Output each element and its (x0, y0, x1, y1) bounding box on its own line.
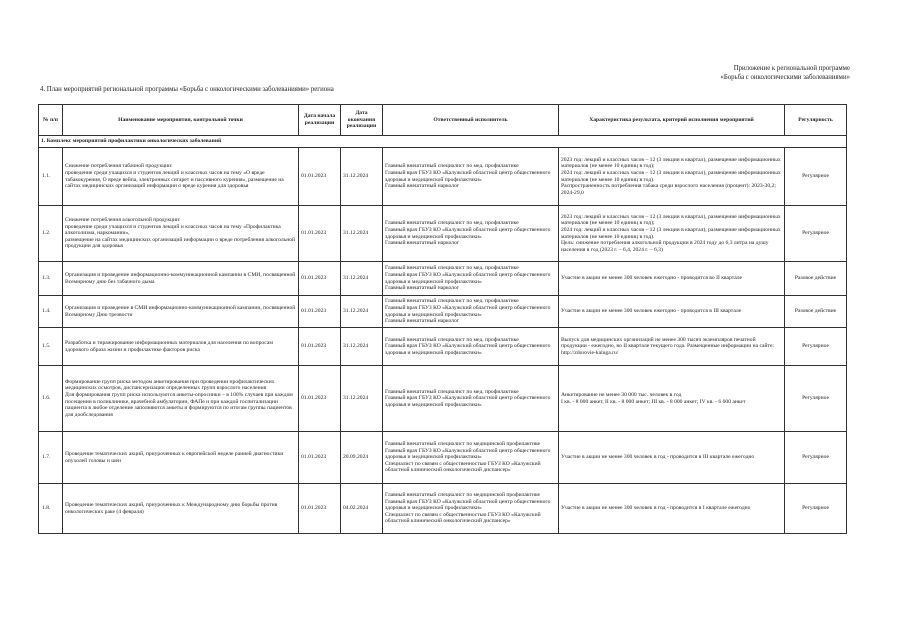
row-activity-name: Формирование групп риска методом анкетирования при проведении профилактических медицинских осмотров, диспансеризации определенных групп взрослого населения Для формирования групп риска используются анкеты-опросники – в 100% случаев при каждом посещении в поликлинике, врачебной амбулатории, ФАПе и при каждой госпитализации пациента в любое отделение заполняются анкеты и формируются по итогам группы пациентов для дообследования (63, 366, 299, 432)
row-activity-name: Организация и проведение в СМИ информационно-коммуникационной кампании, посвященной Всемирному Дню трезвости (63, 296, 299, 328)
row-end-date: 31.12.2024 (341, 296, 383, 328)
column-header-regularity: Регулярность (785, 105, 847, 136)
column-header-start: Дата начала реализации (299, 105, 341, 136)
row-end-date: 31.12.2024 (341, 366, 383, 432)
row-start-date: 01.01.2023 (299, 328, 341, 366)
plan-table (38, 104, 847, 534)
row-result: Анкетирование не менее 30 000 тыс. человек в год I кв. - 8 000 анкет, II кв. - 8 000 анкет; III кв. - 8 000 анкет; IV кв. - 6 000 анкет (559, 366, 785, 432)
row-start-date: 01.01.2023 (299, 206, 341, 262)
row-result: Участие в акции не менее 300 человек в год - проводится в III квартале ежегодно (559, 432, 785, 484)
row-result: Выпуск для медицинских организаций не менее 300 тысяч экземпляров печатной продукции - ежегодно, во II квартале текущего года. Размещенные информации на сайте: http://zdorovie-kaluga.ru/ (559, 328, 785, 366)
row-result: Участие в акции не менее 300 человек ежегодно - проводится в III квартале (559, 296, 785, 328)
table-row (39, 484, 847, 534)
page-title: 4. План мероприятий региональной программы «Борьба с онкологическими заболеваниями» региона (40, 86, 334, 93)
row-activity-name: Разработка и тиражирование информационных материалов для населения по вопросам здорового образа жизни и профилактике факторов риска (63, 328, 299, 366)
row-result: 2023 год: лекций и классных часов – 12 (3 лекции в квартал), размещение информационных материалов (не менее 10 единиц в год); 2024 год: лекций и классных часов – 12 (3 лекции в квартал), размещение информационных материалов (не менее 10 единиц в год). Цель: снижение потребления алкогольной продукции в 2024 году до 6,3 литра на душу населения в год (2023 г. – 6,4, 2024 г. – 6,3) (559, 206, 785, 262)
row-start-date: 01.01.2023 (299, 432, 341, 484)
appendix-line-1: Приложение к региональной программе (733, 65, 850, 72)
row-number: 1.5. (39, 328, 63, 366)
table-row (39, 366, 847, 432)
row-regularity: Регулярное (785, 484, 847, 534)
table-row (39, 328, 847, 366)
row-end-date: 31.12.2024 (341, 262, 383, 296)
row-start-date: 01.01.2023 (299, 484, 341, 534)
row-regularity: Регулярное (785, 328, 847, 366)
row-end-date: 31.12.2024 (341, 148, 383, 206)
row-start-date: 01.01.2023 (299, 296, 341, 328)
table-row (39, 206, 847, 262)
row-responsible: Главный внештатный специалист по мед. профилактике Главный врач ГБУЗ КО «Калужский областной центр общественного здоровья и медицинской профилактики» (383, 366, 559, 432)
appendix-line-2: «Борьба с онкологическими заболеваниями» (720, 74, 850, 81)
row-regularity: Регулярное (785, 366, 847, 432)
row-regularity: Регулярное (785, 206, 847, 262)
section-row (39, 136, 847, 148)
row-responsible: Главный внештатный специалист по мед. профилактике Главный врач ГБУЗ КО «Калужский областной центр общественного здоровья и медицинской профилактики» Главный внештатный нарколог (383, 148, 559, 206)
row-regularity: Регулярное (785, 432, 847, 484)
row-regularity: Регулярное (785, 148, 847, 206)
row-activity-name: Снижение потребления табачной продукции: проведение среди учащихся и студентов лекций и классных часов на тему «О вреде табакокурения, О вреде вейпа, электронных сигарет и пассивного курения», размещение на сайтах медицинских организаций информации о вреде курения для здоровья (63, 148, 299, 206)
row-number: 1.7. (39, 432, 63, 484)
row-result: Участие в акции не менее 300 человек в год - проводится в I квартале ежегодно (559, 484, 785, 534)
row-activity-name: Организация и проведение информационно-коммуникационной кампании в СМИ, посвященной Всемирному дню без табачного дыма (63, 262, 299, 296)
row-end-date: 31.12.2024 (341, 328, 383, 366)
column-header-responsible: Ответственный исполнитель (383, 105, 559, 136)
column-header-result: Характеристика результата, критерий исполнения мероприятий (559, 105, 785, 136)
row-responsible: Главный внештатный специалист по медицинской профилактике Главный врач ГБУЗ КО «Калужский областной центр общественного здоровья и медицинской профилактики» Специалист по связям с общественностью ГБУЗ КО «Калужский областной клинический онкологический диспансер» (383, 432, 559, 484)
column-header-end: Дата окончания реализации (341, 105, 383, 136)
column-header-name: Наименование мероприятия, контрольной точки (63, 105, 299, 136)
table-row (39, 432, 847, 484)
row-regularity: Разовое действие (785, 296, 847, 328)
row-number: 1.1. (39, 148, 63, 206)
row-result: 2023 год: лекций и классных часов – 12 (3 лекции в квартал), размещение информационных материалов (не менее 10 единиц в год); 2024 год: лекций и классных часов – 12 (3 лекции в квартал), размещение информационных материалов (не менее 10 единиц в год). Распространенность потребления табака среди взрослого населения (процент): 2023-30,2; 2024-29,0 (559, 148, 785, 206)
table-row (39, 296, 847, 328)
row-end-date: 20.09.2024 (341, 432, 383, 484)
row-responsible: Главный внештатный специалист по мед. профилактике Главный врач ГБУЗ КО «Калужский областной центр общественного здоровья и медицинской профилактики» Главный внештатный нарколог (383, 206, 559, 262)
row-activity-name: Проведение тематических акций, приуроченных к европейской неделе ранней диагностики опухолей головы и шеи (63, 432, 299, 484)
row-regularity: Разовое действие (785, 262, 847, 296)
row-result: Участие в акции не менее 300 человек ежегодно - проводится во II квартале (559, 262, 785, 296)
row-responsible: Главный внештатный специалист по мед. профилактике Главный врач ГБУЗ КО «Калужский областной центр общественного здоровья и медицинской профилактики» Главный внештатный нарколог (383, 296, 559, 328)
row-number: 1.2. (39, 206, 63, 262)
section-title: 1. Комплекс мероприятий профилактики онкологических заболеваний (39, 136, 847, 148)
row-activity-name: Проведение тематических акций, приуроченных к Международному дню борьбы против онкологических раке (4 февраля) (63, 484, 299, 534)
row-number: 1.3. (39, 262, 63, 296)
row-start-date: 01.01.2023 (299, 148, 341, 206)
table-header-row (39, 105, 847, 136)
row-number: 1.4. (39, 296, 63, 328)
appendix-note (720, 64, 850, 82)
row-end-date: 31.12.2024 (341, 206, 383, 262)
row-start-date: 01.01.2023 (299, 366, 341, 432)
row-end-date: 04.02.2024 (341, 484, 383, 534)
column-header-number: № п/п (39, 105, 63, 136)
row-responsible: Главный внештатный специалист по медицинской профилактике Главный врач ГБУЗ КО «Калужский областной центр общественного здоровья и медицинской профилактики» Специалист по связям с общественностью ГБУЗ КО «Калужский областной клинический онкологический диспансер» (383, 484, 559, 534)
table-row (39, 148, 847, 206)
row-start-date: 01.01.2023 (299, 262, 341, 296)
row-responsible: Главный внештатный специалист по мед. профилактике Главный врач ГБУЗ КО «Калужский областной центр общественного здоровья и медицинской профилактики» (383, 328, 559, 366)
table-row (39, 262, 847, 296)
row-activity-name: Снижение потребления алкогольной продукции: проведение среди учащихся и студентов лекций и классных часов на тему «Профилактика алкоголизма, наркомании», размещение на сайтах медицинских организаций информации о вреде потребления алкогольной продукции для здоровья (63, 206, 299, 262)
row-number: 1.8. (39, 484, 63, 534)
row-responsible: Главный внештатный специалист по мед. профилактике Главный врач ГБУЗ КО «Калужский областной центр общественного здоровья и медицинской профилактики» Главный внештатный нарколог (383, 262, 559, 296)
row-number: 1.6. (39, 366, 63, 432)
